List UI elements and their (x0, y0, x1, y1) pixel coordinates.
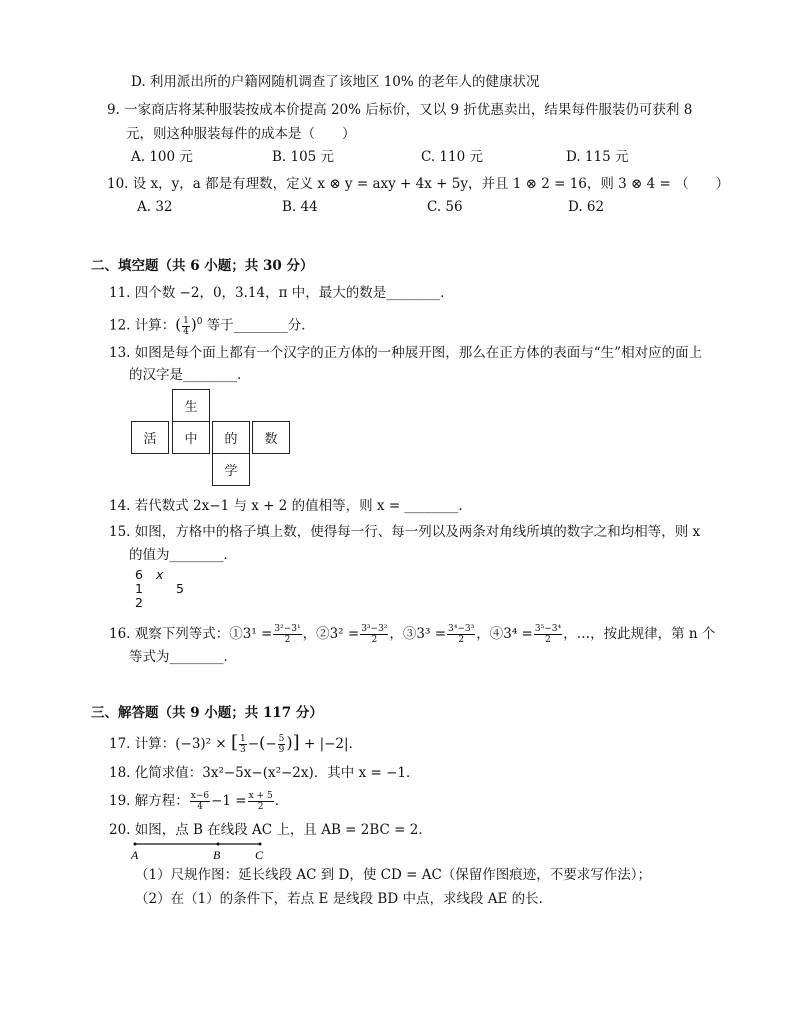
cube-face-top: 生 (172, 389, 210, 422)
q16-eq4-num: 3⁵−3⁴ (534, 624, 562, 634)
q17: 17. 计算：(−3)² × [ $\frac{1}{3}$ −(− $\frac{5}{9}$ )] + |−2|． (109, 732, 363, 755)
q9-option-a: A. 100 元 (131, 149, 193, 165)
q16-eq1-den: 2 (284, 635, 291, 645)
grid-r3c1: 2 (135, 595, 143, 610)
q12-prefix: 12. 计算： (109, 317, 176, 334)
point-a-label: A (131, 848, 139, 862)
q19-b-num: x + 5 (248, 791, 273, 801)
q16-eq3-num: 3⁴−3³ (448, 624, 475, 634)
q14: 14. 若代数式 2x−1 与 x + 2 的值相等，则 x = ________． (109, 498, 472, 514)
q16-eq4-fraction (534, 624, 562, 645)
q16-eq3-lhs: ③3³ = (402, 626, 447, 642)
q15-stem-line2: 的值为________． (129, 547, 237, 563)
q9-option-b: B. 105 元 (272, 149, 335, 165)
q16-eq3-fraction (447, 624, 475, 645)
q17-a-den: 3 (240, 745, 246, 755)
q9-stem-line2: 元，则这种服装每件的成本是（ ） (126, 126, 356, 142)
cube-face-left: 活 (131, 421, 169, 454)
q19-b-den: 2 (257, 802, 264, 812)
q16-stem-line1: 16. 观察下列等式：①3¹ = $\frac{\text{3²−3¹}}{2}$ ，②3² = $\frac{\text{3³−3²}}{2}$ ，③3³ = $\frac{\text{3⁴−3³}}{2}$ ，④3⁴ = $\frac{\text{3⁵−3⁴}}{2}$ ，…，按此规律，第 n 个 (109, 624, 716, 645)
q16-eq1-num: 3²−3¹ (274, 624, 301, 634)
cube-face-right: 数 (252, 421, 290, 454)
q18: 18. 化简求值：3x²−5x−(x²−2x)．其中 x = −1． (109, 765, 420, 781)
grid-r1c1: 6 (135, 567, 143, 582)
q10-option-b: B. 44 (282, 199, 318, 215)
grid-r2c3: 5 (176, 581, 184, 596)
q10-option-a: A. 32 (137, 199, 173, 215)
segment-figure (128, 838, 278, 862)
q16-eq2-den: 2 (371, 635, 378, 645)
q20-part1: （1）尺规作图：延长线段 AC 到 D，使 CD = AC（保留作图痕迹，不要求写作法）； (135, 867, 652, 883)
cube-face-bottom: 学 (212, 453, 250, 486)
q20-part2: （2）在（1）的条件下，若点 E 是线段 BD 中点，求线段 AE 的长． (135, 891, 553, 907)
q15-stem-line1: 15. 如图，方格中的格子填上数，使得每一行、每一列以及两条对角线所填的数字之和均相等，则 x (109, 524, 701, 540)
q19-prefix: 19. 解方程： (109, 793, 189, 809)
q19-a-den: 4 (197, 802, 203, 812)
q17-prefix: 17. 计算：(−3)² × (109, 736, 232, 752)
point-b-label: B (213, 848, 221, 862)
section-3-title: 三、解答题（共 9 小题；共 117 分） (91, 705, 323, 721)
point-a-dot (134, 843, 137, 846)
q19-fraction-b (248, 791, 274, 812)
q16-stem-line2: 等式为________． (129, 649, 237, 665)
q9-option-d: D. 115 元 (566, 149, 629, 165)
q16-eq2-fraction (360, 624, 388, 645)
q17-a-num: 1 (240, 734, 246, 744)
q20-stem: 20. 如图，点 B 在线段 AC 上，且 AB = 2BC = 2． (109, 822, 432, 838)
q16-eq4-lhs: ④3⁴ = (489, 626, 533, 642)
q9-stem-line1: 9. 一家商店将某种服装按成本价提高 20% 后标价，又以 9 折优惠卖出，结果每件服装仍可获利 8 (107, 102, 693, 118)
q19 (109, 789, 288, 813)
q16-eq2-lhs: ②3² = (316, 626, 360, 642)
q17-fraction-b (278, 734, 286, 755)
q17-fraction-a (239, 734, 247, 755)
q16-prefix: 16. 观察下列等式： (109, 626, 230, 642)
q13-stem-line2: 的汉字是________． (129, 367, 251, 383)
q8-option-d: D. 利用派出所的户籍网随机调查了该地区 10% 的老年人的健康状况 (131, 74, 540, 90)
point-c-label: C (255, 848, 264, 862)
q12-fraction (182, 316, 190, 337)
q16-eq1-lhs: ①3¹ = (229, 626, 273, 642)
point-c-dot (259, 843, 262, 846)
q13-stem-line1: 13. 如图是每个面上都有一个汉字的正方体的一种展开图，那么在正方体的表面与“生”相对应的面上 (109, 345, 703, 361)
q16-eq3-den: 2 (458, 635, 464, 645)
q12-suffix: 等于________分． (202, 317, 315, 334)
q17-b-num: 5 (278, 734, 285, 744)
cube-face-mid1: 中 (172, 421, 210, 454)
cube-face-mid2: 的 (212, 421, 250, 454)
q19-a-num: x−6 (190, 791, 210, 801)
q19-suffix: ． (274, 793, 289, 809)
q17-suffix: + |−2|． (299, 736, 363, 752)
q19-mid: −1 = (211, 793, 247, 809)
q11: 11. 四个数 −2，0，3.14，π 中，最大的数是________． (109, 285, 454, 301)
section-2-title: 二、填空题（共 6 小题；共 30 分） (91, 258, 314, 274)
q12-exponent: 0 (196, 317, 203, 327)
q10-option-c: C. 56 (427, 199, 463, 215)
q12: 12. 计算：( $\frac{1}{4}$ )$^0$ 等于________分． (109, 315, 315, 337)
q17-b-den: 9 (278, 745, 285, 755)
q16-eq1-fraction (273, 624, 301, 645)
grid-r1c2: x (156, 567, 164, 582)
q12-fraction-den: 4 (183, 326, 189, 337)
q9-option-c: C. 110 元 (421, 149, 483, 165)
q16-eq2-num: 3³−3² (361, 624, 388, 634)
q19-fraction-a (190, 791, 210, 812)
q10-stem: 10. 设 x，y，a 都是有理数，定义 x ⊗ y = axy + 4x + 5y，并且 1 ⊗ 2 = 16，则 3 ⊗ 4 = （ ） (107, 176, 730, 192)
q16-suffix: ，…，按此规律，第 n 个 (563, 626, 716, 642)
q16-eq4-den: 2 (545, 635, 551, 645)
q10-option-d: D. 62 (568, 199, 605, 215)
q12-fraction-num: 1 (183, 315, 189, 326)
point-b-dot (217, 843, 220, 846)
grid-r2c1: 1 (135, 581, 143, 596)
